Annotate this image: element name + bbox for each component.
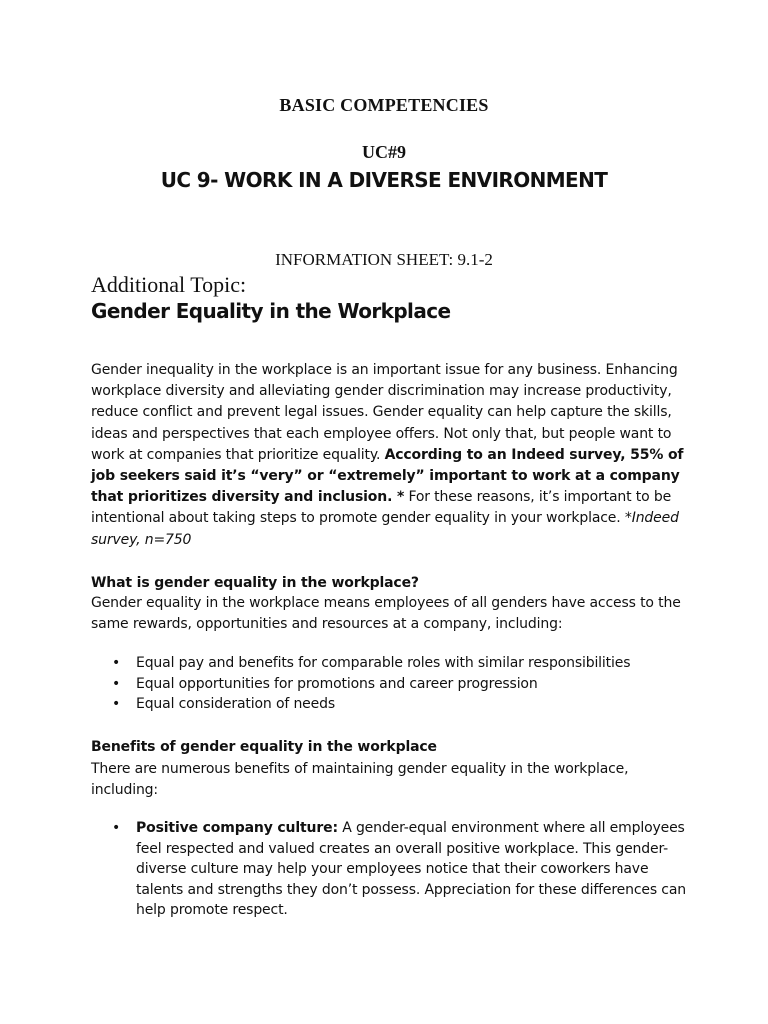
- list-item: [91, 818, 691, 921]
- additional-topic-label: Additional Topic:: [91, 272, 247, 297]
- unit-code: UC#9: [362, 142, 406, 162]
- doc-category: BASIC COMPETENCIES: [279, 95, 489, 115]
- benefits-list: [91, 818, 691, 921]
- intro-survey-highlight: According to an Indeed survey, 55% of job seekers said it’s “very” or “extremely” important to work at a company that prioritizes diversity and inclusion. *: [91, 446, 684, 506]
- intro-footnote: *Indeed survey, n=750: [91, 510, 679, 548]
- intro-text-1: Gender inequality in the workplace is an important issue for any business. Enhancing workplace diversity and alleviating gender discrimination may increase productivity, reduce conflict and prevent legal issues. Gender equality can help capture the skills, ideas and perspectives that each employee offers. Not only that, but people want to work at companies that prioritize equality.: [91, 362, 678, 463]
- definition-list: [91, 653, 691, 715]
- benefit-description: A gender-equal environment where all employees feel respected and valued creates an overall positive workplace. This gender-diverse culture may help your employees notice that their coworkers have talents and strengths they don’t possess. Appreciation for these differences can help promote respect.: [136, 820, 687, 918]
- list-item: • Equal opportunities for promotions and career progression: [91, 674, 691, 695]
- info-sheet-label: INFORMATION SHEET: 9.1-2: [275, 250, 493, 269]
- list-item: • Equal consideration of needs: [91, 694, 691, 715]
- unit-title: UC 9- WORK IN A DIVERSE ENVIRONMENT: [160, 168, 608, 192]
- list-item: • Equal pay and benefits for comparable roles with similar responsibilities: [91, 653, 691, 674]
- section-heading-definition: What is gender equality in the workplace?: [91, 575, 419, 591]
- section-text-definition: Gender equality in the workplace means employees of all genders have access to the same rewards, opportunities and resources at a company, including:: [91, 595, 681, 633]
- topic-title: Gender Equality in the Workplace: [91, 299, 451, 323]
- section-heading-benefits: Benefits of gender equality in the workplace: [91, 739, 437, 755]
- intro-paragraph: [91, 360, 691, 551]
- section-text-benefits: There are numerous benefits of maintaining gender equality in the workplace, including:: [91, 761, 629, 799]
- benefit-term: Positive company culture:: [136, 820, 338, 836]
- intro-text-2: For these reasons, it’s important to be intentional about taking steps to promote gender equality in your workplace.: [91, 489, 672, 527]
